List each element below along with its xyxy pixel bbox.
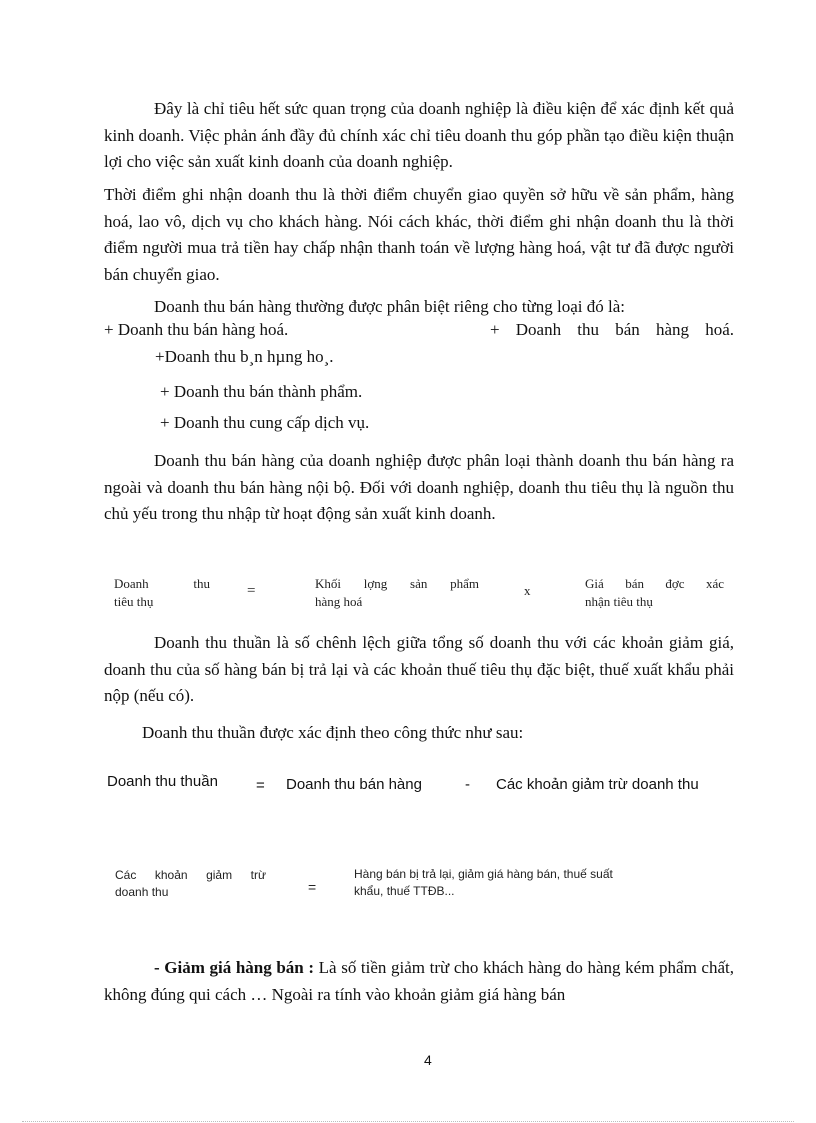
paragraph-formula-intro: Doanh thu thuần được xác định theo công thức như sau: (142, 723, 524, 742)
paragraph-classification: Doanh thu bán hàng của doanh nghiệp được phân loại thành doanh thu bán hàng ra ngoài và doanh thu bán hàng nội bộ. Đối với doanh nghiệp, doanh thu tiêu thụ là nguồn thu chủ yếu trong thu nhập từ hoạt động sản xuất kinh doanh. (104, 451, 734, 523)
paragraph-price-reduction (104, 955, 734, 1008)
formula1-mid-line1: Khối lợng sản phẩm (315, 576, 479, 591)
formula1-left-line1: Doanh thu (114, 576, 210, 591)
formula1-right-line2: nhận tiêu thụ (585, 594, 653, 609)
list-item-goods-right: + Doanh thu bán hàng hoá. (490, 320, 734, 339)
formula1-mid-line2: hàng hoá (315, 594, 363, 609)
formula3-right-line1: Hàng bán bị trả lại, giảm giá hàng bán, thuế suất (354, 867, 613, 881)
formula3-right-line2: khẩu, thuế TTĐB... (354, 884, 455, 898)
formula1-times: x (524, 583, 531, 598)
page-number: 4 (424, 1052, 432, 1068)
formula2-right: Các khoản giảm trừ doanh thu (496, 776, 699, 793)
formula1-equals: = (247, 583, 256, 599)
formula1-right-line1: Giá bán đợc xác (585, 576, 724, 591)
formula2-minus: - (465, 776, 470, 793)
paragraph-intro: Đây là chỉ tiêu hết sức quan trọng của doanh nghiệp là điều kiện để xác định kết quả kinh doanh. Việc phản ánh đầy đủ chính xác chỉ tiêu doanh thu góp phần tạo điều kiện thuận lợi cho việc sản xuất kinh doanh của doanh nghiệp. (104, 99, 734, 171)
formula1-left-line2: tiêu thụ (114, 594, 154, 609)
list-item-goods-left: + Doanh thu bán hàng hoá. (104, 320, 289, 339)
price-reduction-term: - Giảm giá hàng bán : (154, 958, 315, 977)
list-item-goods-encoded: +Doanh thu b¸n hµng ho¸. (155, 347, 334, 366)
list-item-services: + Doanh thu cung cấp dịch vụ. (160, 413, 370, 432)
list-item-products: + Doanh thu bán thành phẩm. (160, 382, 363, 401)
formula3-equals: = (308, 879, 317, 895)
formula2-mid: Doanh thu bán hàng (286, 776, 422, 793)
formula3-left-line2: doanh thu (115, 885, 169, 899)
formula2-left: Doanh thu thuần (107, 773, 218, 790)
formula3-left-line1: Các khoản giảm trừ (115, 868, 266, 882)
paragraph-net-revenue: Doanh thu thuần là số chênh lệch giữa tổng số doanh thu với các khoản giảm giá, doanh thu của số hàng bán bị trả lại và các khoản thuế tiêu thụ đặc biệt, thuế xuất khẩu phải nộp (nếu có). (104, 633, 734, 705)
price-reduction-definition: Là số tiền giảm trừ cho khách hàng do hàng kém phẩm chất, không đúng qui cách … Ngoài ra tính vào khoản giảm giá hàng bán (104, 958, 734, 1004)
page-bottom-border (22, 1121, 794, 1122)
formula2-equals: = (256, 777, 265, 794)
paragraph-recognition-time: Thời điểm ghi nhận doanh thu là thời điểm chuyển giao quyền sở hữu về sản phẩm, hàng hoá, lao vô, dịch vụ cho khách hàng. Nói cách khác, thời điểm ghi nhận doanh thu là thời điểm người mua trả tiền hay chấp nhận thanh toán về lượng hàng hoá, vật tư đã được người bán chuyển giao. (104, 185, 734, 284)
paragraph-revenue-types: Doanh thu bán hàng thường được phân biệt riêng cho từng loại đó là: (154, 297, 625, 316)
